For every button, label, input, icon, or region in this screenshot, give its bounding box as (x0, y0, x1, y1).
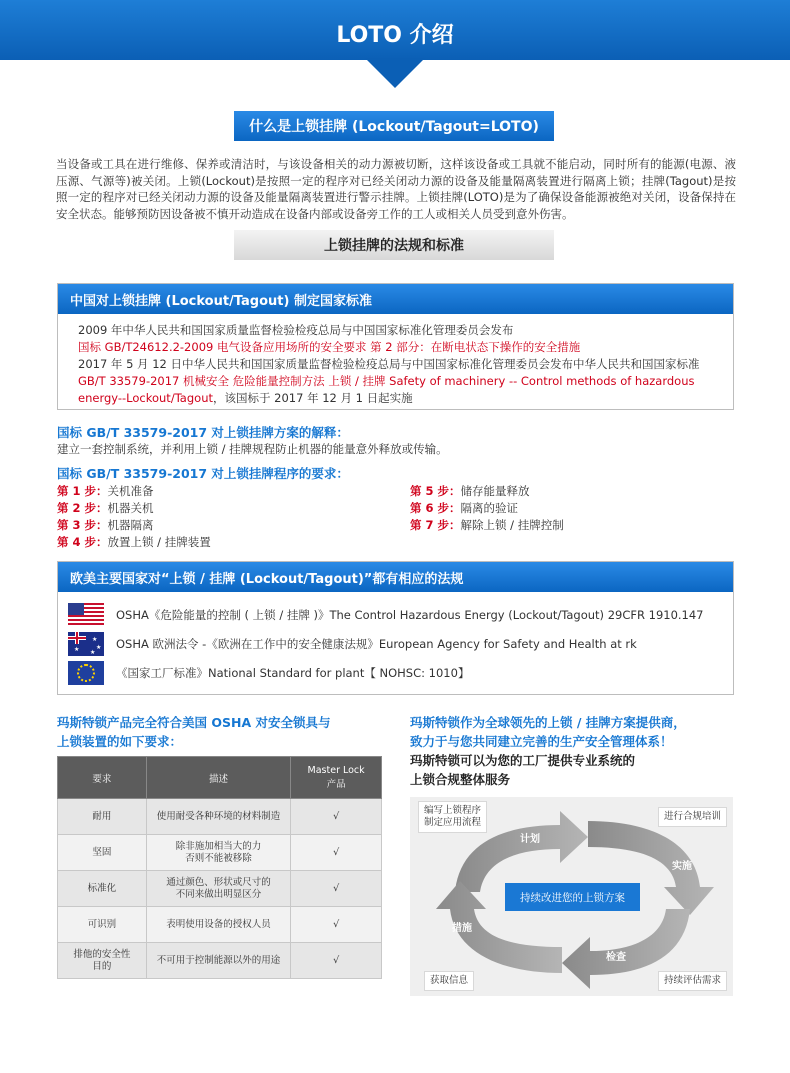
procedure-title: 国标 GB/T 33579-2017 对上锁挂牌程序的要求： (57, 466, 349, 481)
table-row: 坚固 除非施加相当大的力 否则不能被移除 √ (58, 835, 382, 871)
requirements-table (57, 756, 382, 979)
steps-right (410, 483, 564, 534)
step-item: 第 5 步：储存能量释放 (410, 484, 530, 498)
cycle-label-bottom-right: 持续评估需求 (658, 971, 727, 991)
cycle-label-top-right: 进行合规培训 (658, 807, 727, 827)
col-header-description: 描述 (146, 757, 291, 799)
law-item: OSHA《危险能量的控制 ( 上锁 / 挂牌 )》The Control Hazardous Energy (Lockout/Tagout) 29CFR 1910.147 (68, 600, 733, 629)
china-line-1: 2009 年中华人民共和国国家质量监督检验检疫总局与中国国家标准化管理委员会发布 (78, 323, 514, 337)
au-flag-icon: ★ ★ ★ ★ (68, 632, 104, 656)
law-item: 《国家工厂标准》National Standard for plant【 NOHSC: 1010】 (68, 658, 733, 687)
osha-requirements-title: 玛斯特锁产品完全符合美国 OSHA 对安全锁具与 上锁装置的如下要求： (57, 715, 331, 749)
table-row: 耐用 使用耐受各种环境的材料制造 √ (58, 799, 382, 835)
col-header-product: Master Lock 产品 (291, 757, 382, 799)
table-row: 标准化 通过颜色、形状或尺寸的 不同来做出明显区分 √ (58, 871, 382, 907)
intl-laws-box (57, 561, 734, 695)
china-line-5-red: energy--Lockout/Tagout (78, 391, 213, 405)
cycle-label-top-left: 编写上锁程序 制定应用流程 (418, 801, 487, 833)
table-header-row (58, 757, 382, 799)
china-standards-box (57, 283, 734, 410)
step-item: 第 3 步：机器隔离 (57, 518, 154, 532)
intro-paragraph: 当设备或工具在进行维修、保养或清洁时，与该设备相关的动力源被切断，这样该设备或工具就不能启动，同时所有的能源(电源、液压源、气源等)被关闭。上锁(Lockout)是按照一定的程序对已经关闭动力源的设备及能量隔离装置进行隔离上锁；挂牌(Tagout)是按照一定的程序对已经关闭动力源的设备及能量隔离装置进行警示挂牌。上锁挂牌(LOTO)是为了确保设备能源被绝对关闭，设备保持在安全状态。能够预防因设备被不慎开动造成在设备内部或设备旁工作的工人或相关人员受到意外伤害。 (56, 157, 736, 221)
cycle-label-bottom-left: 获取信息 (424, 971, 474, 991)
china-line-5 (78, 390, 719, 407)
china-standards-title: 中国对上锁挂牌 (Lockout/Tagout) 制定国家标准 (58, 284, 733, 314)
explain-text: 建立一套控制系统，并利用上锁 / 挂牌规程防止机器的能量意外释放或传输。 (57, 442, 448, 456)
china-line-2: 国标 GB/T24612.2-2009 电气设备应用场所的安全要求 第 2 部分：在断电状态下操作的安全措施 (78, 340, 581, 354)
page-title: LOTO 介绍 (336, 23, 454, 48)
intl-laws-title: 欧美主要国家对“上锁 / 挂牌 (Lockout/Tagout)”都有相应的法规 (58, 562, 733, 592)
step-item: 第 4 步：放置上锁 / 挂牌装置 (57, 535, 211, 549)
china-line-4: GB/T 33579-2017 机械安全 危险能量控制方法 上锁 / 挂牌 Safety of machinery -- Control methods of hazardous (78, 374, 695, 388)
steps-left (57, 483, 211, 551)
intl-laws-list (58, 592, 733, 687)
regulations-heading: 上锁挂牌的法规和标准 (234, 230, 554, 260)
law-item: ★ ★ ★ ★ OSHA 欧洲法令 -《欧洲在工作中的安全健康法规》European Agency for Safety and Health at rk (68, 629, 733, 658)
cycle-step-plan: 计划 (520, 834, 540, 845)
eu-flag-icon (68, 661, 104, 685)
us-flag-icon (68, 603, 104, 627)
table-row: 可识别 表明使用设备的授权人员 √ (58, 907, 382, 943)
banner-arrow (365, 58, 425, 88)
step-item: 第 7 步：解除上锁 / 挂牌控制 (410, 518, 564, 532)
cycle-center-label: 持续改进您的上锁方案 (505, 883, 640, 911)
improvement-cycle-diagram (410, 797, 733, 996)
china-line-3: 2017 年 5 月 12 日中华人民共和国国家质量监督检验检疫总局与中国国家标准化管理委员会发布中华人民共和国国家标准 (78, 357, 700, 371)
china-standards-body (58, 314, 733, 407)
step-item: 第 2 步：机器关机 (57, 501, 154, 515)
col-header-requirement: 要求 (58, 757, 147, 799)
cycle-step-implement: 实施 (672, 861, 692, 872)
explain-title: 国标 GB/T 33579-2017 对上锁挂牌方案的解释： (57, 425, 349, 440)
step-item: 第 6 步：隔离的验证 (410, 501, 519, 515)
what-is-loto-heading: 什么是上锁挂牌 (Lockout/Tagout=LOTO) (234, 111, 554, 141)
cycle-step-check: 检查 (606, 952, 626, 963)
step-item: 第 1 步：关机准备 (57, 484, 154, 498)
cycle-step-act: 措施 (452, 923, 472, 934)
table-row: 排他的安全性 目的 不可用于控制能源以外的用途 √ (58, 943, 382, 979)
master-lock-service-title: 玛斯特锁作为全球领先的上锁 / 挂牌方案提供商， 致力于与您共同建立完善的生产安全管理体系！ 玛斯特锁可以为您的工厂提供专业系统的 上锁合规整体服务 (410, 715, 686, 787)
china-line-5-black: ，该国标于 2017 年 12 月 1 日起实施 (213, 391, 413, 405)
